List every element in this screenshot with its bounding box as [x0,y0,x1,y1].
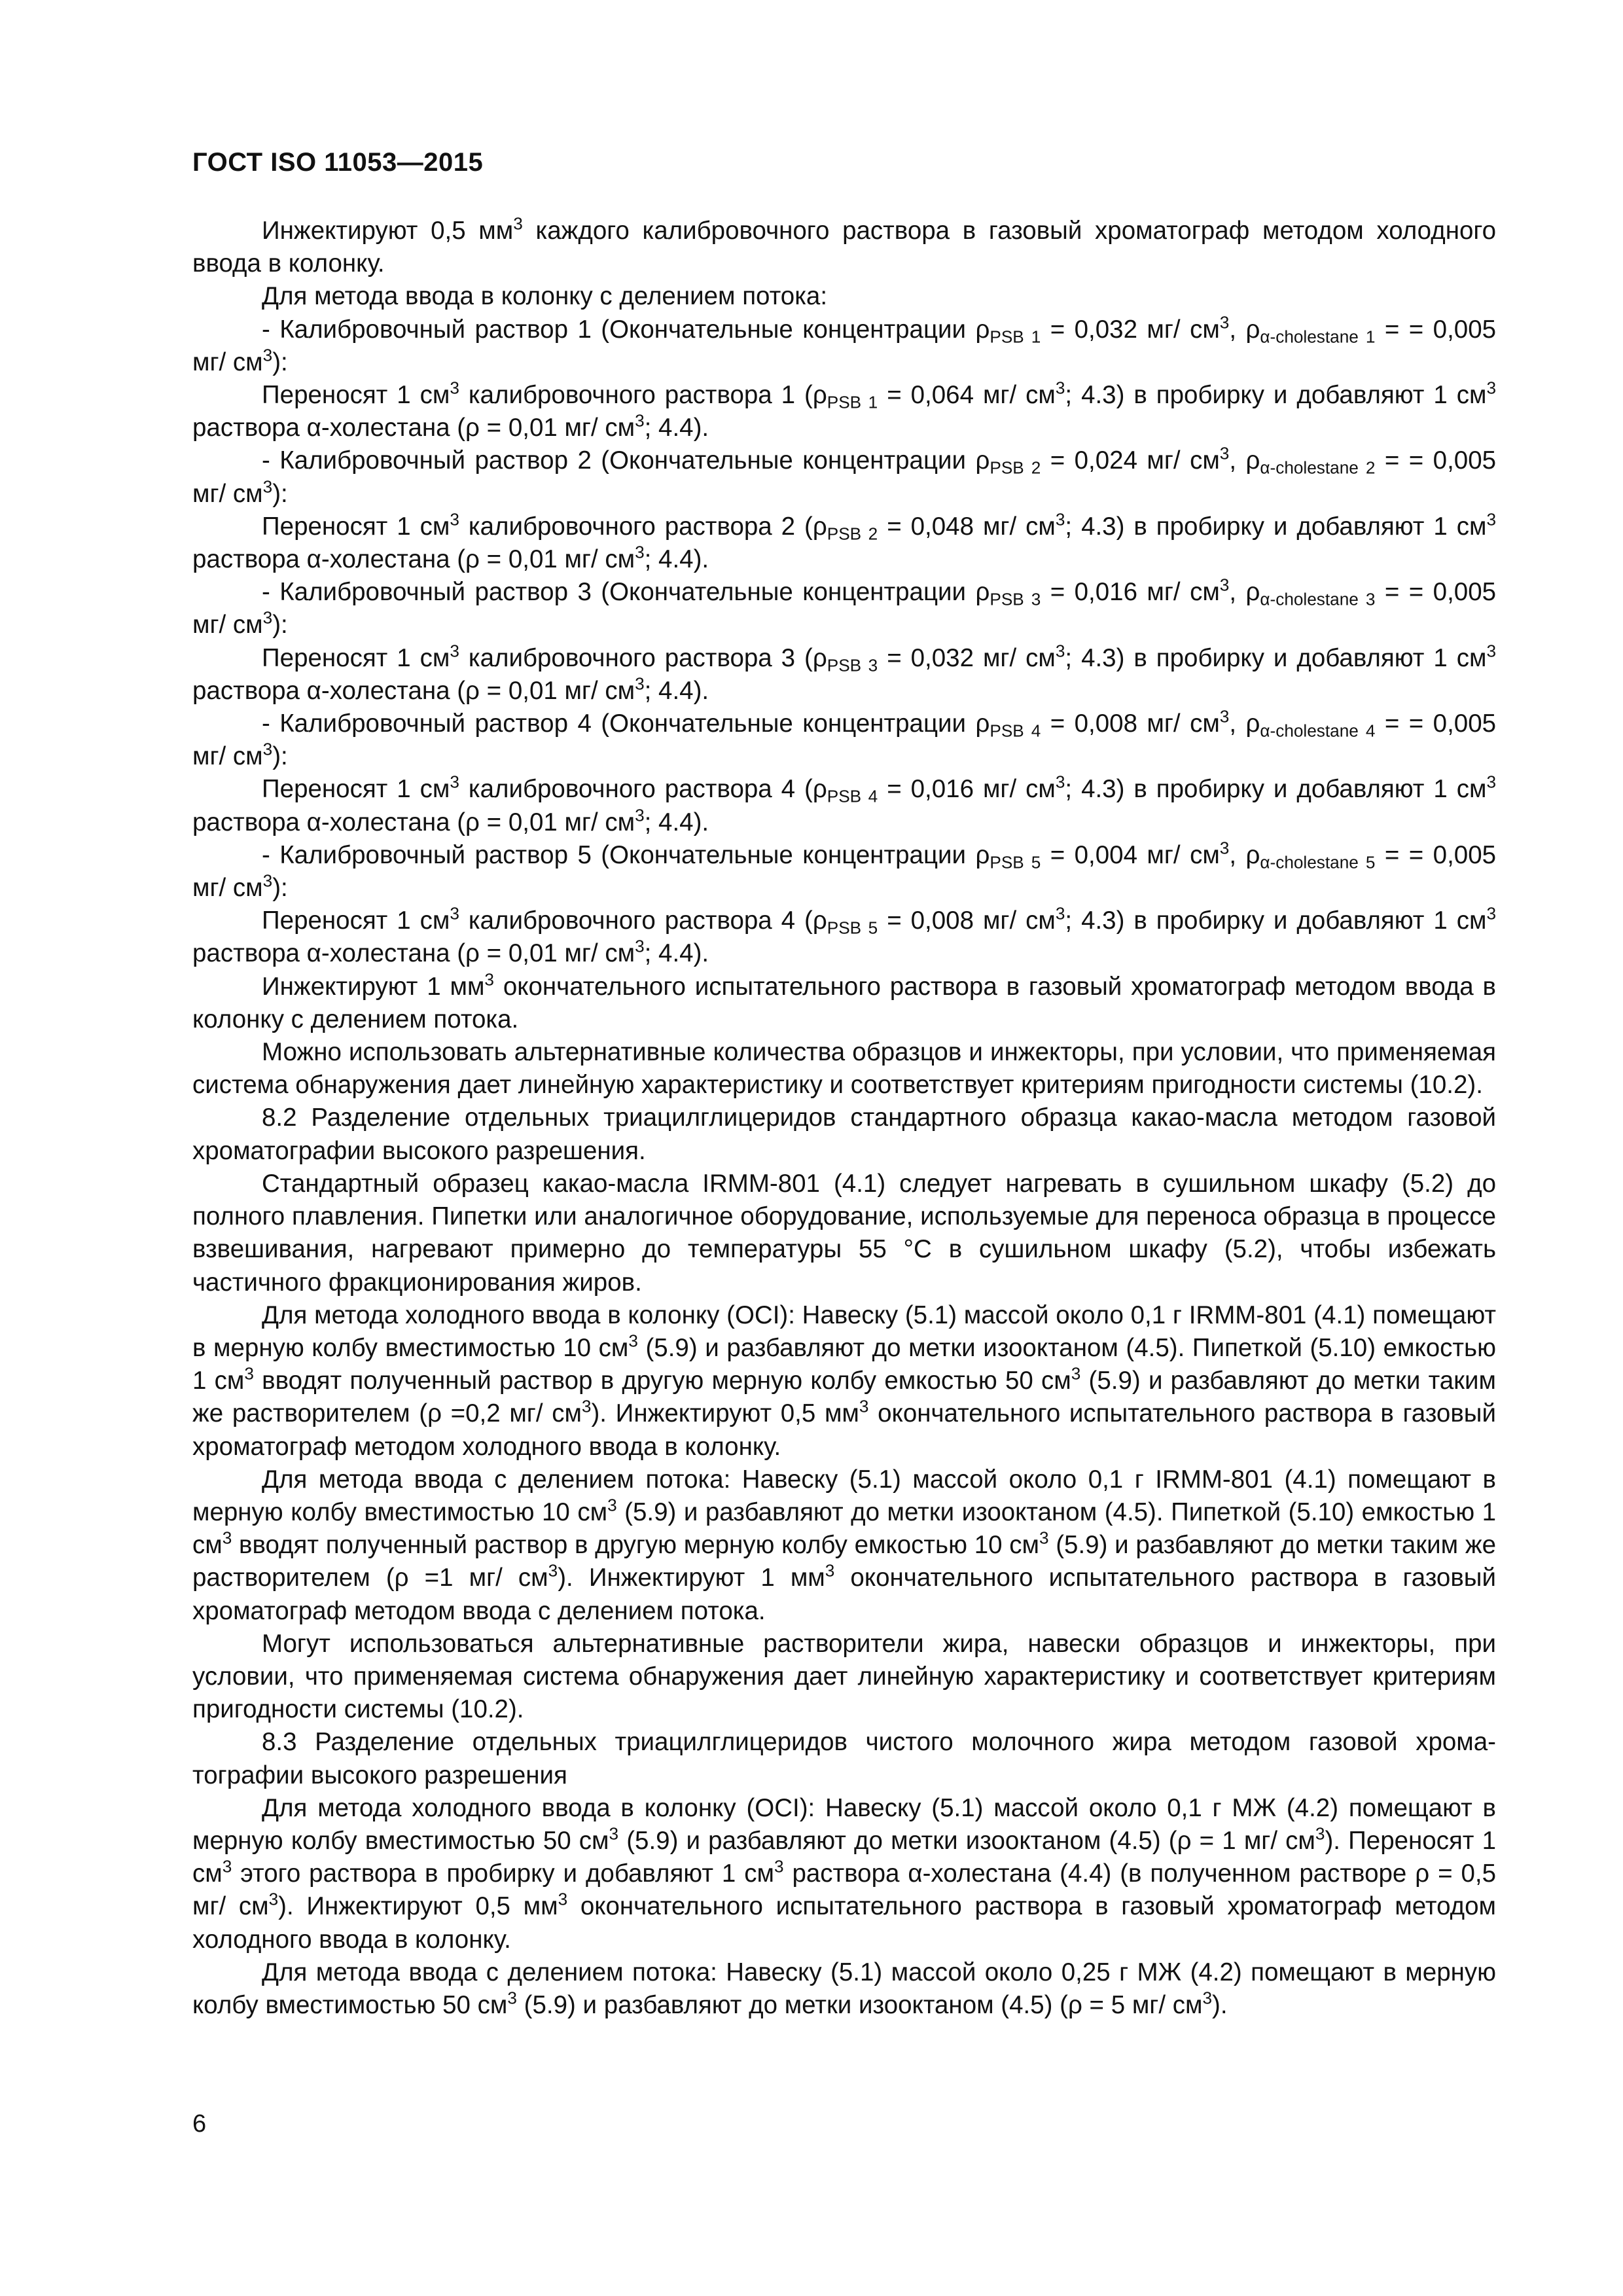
text-run: этого раствора в пробирку и добавляют 1 см [232,1859,774,1888]
superscript: 3 [1219,575,1230,595]
superscript: 3 [1055,641,1065,661]
text-run: раствора α-холестана (ρ = 0,01 мг/ см [192,414,635,442]
text-run: ; 4.3) в пробирку и добавляют 1 см [1065,381,1487,410]
text-run: (5.9) и разбавляют до метки изооктаном (4.5). Пипеткой (5.10) емкостью 1 см [192,1333,1496,1395]
superscript: 3 [1486,903,1496,924]
text-run: Переносят 1 см [262,381,450,410]
superscript: 3 [450,509,459,529]
text-run: (5.9) и разбавляют до метки изооктаном (4.5) (ρ = 5 мг/ см [516,1990,1203,2019]
text-run: ): [272,874,288,903]
superscript: 3 [635,805,645,825]
text-run: Переносят 1 см [262,643,450,672]
text-run: Инжектируют 0,5 мм [262,217,514,245]
text-run: ; 4.4). [644,808,709,836]
text-run: калибровочного раствора 2 (ρ [459,512,827,541]
text-run: раствора α-холестана (4.4) (в полученном растворе ρ = 0,5 мг/ см [192,1859,1497,1921]
text-run: калибровочного раствора 4 (ρ [459,775,827,804]
body-paragraph [192,905,1496,970]
text-run: (5.9) и разбавляют до метки таким же растворителем (ρ =1 мг/ см [192,1531,1496,1592]
superscript: 3 [1055,903,1065,924]
text-run: - Калибровочный раствор 4 (Окончательные концентрации ρ [262,709,990,738]
text-run: Для метода ввода в колонку с делением потока: [262,282,828,311]
text-run: = 0,004 мг/ см [1041,840,1220,869]
subscript: α-cholestane 3 [1260,589,1376,609]
text-run: ; 4.3) в пробирку и добавляют 1 см [1065,512,1487,541]
text-run: = 0,008 мг/ см [878,906,1056,935]
superscript: 3 [635,410,645,431]
subscript: PSB 3 [827,655,878,675]
text-run: ). Инжектируют 1 мм [558,1564,825,1592]
subscript: α-cholestane 5 [1260,852,1376,872]
text-run: Для метода холодного ввода в колонку (OCI): Навеску (5.1) массой около 0,1 г IRMM-801 (4.1) помещают в мерную колбу вместимостью 10 см [192,1300,1496,1362]
subscript: PSB 2 [990,457,1041,478]
superscript: 3 [1055,509,1065,529]
superscript: 3 [1219,838,1230,858]
superscript: 3 [825,1560,835,1581]
superscript: 3 [450,641,459,661]
text-run: = 0,064 мг/ см [878,381,1056,410]
subscript: PSB 3 [990,589,1041,609]
text-run: = 0,032 мг/ см [878,643,1056,672]
text-run: , ρ [1229,315,1260,344]
text-run: - Калибровочный раствор 1 (Окончательные концентрации ρ [262,315,990,344]
text-run: ; 4.4). [644,545,709,574]
body-paragraph [192,1792,1496,1956]
text-run: Могут использоваться альтернативные растворители жира, навески образцов и инжекторы, при условии, что применяемая система обнаружения дает линейную характеристику и соответствует критериям пригодности системы (10.2). [192,1629,1496,1724]
text-run: Для метода холодного ввода в колонку (OCI): Навеску (5.1) массой около 0,1 г МЖ (4.2) помещают в мерную колбу вместимостью 50 см [192,1793,1496,1855]
text-run: раствора α-холестана (ρ = 0,01 мг/ см [192,545,635,574]
text-run: калибровочного раствора 3 (ρ [459,643,827,672]
text-run: Переносят 1 см [262,512,450,541]
superscript: 3 [774,1856,784,1876]
text-run: (5.9) и разбавляют до метки таким же растворителем (ρ =0,2 мг/ см [192,1367,1497,1428]
superscript: 3 [450,378,459,398]
superscript: 3 [1219,706,1230,726]
superscript: 3 [507,1988,517,2008]
text-run: , ρ [1229,446,1260,475]
superscript: 3 [450,772,459,793]
subscript: PSB 2 [827,524,878,544]
superscript: 3 [513,213,523,234]
text-run: = 0,048 мг/ см [878,512,1056,541]
text-run: Для метода ввода с делением потока: Навеску (5.1) массой около 0,1 г IRMM-801 (4.1) помещают в мерную колбу вместимостью 10 см [192,1465,1496,1526]
text-run: = 0,008 мг/ см [1041,709,1220,738]
body-paragraph [192,708,1496,773]
text-run: ; 4.4). [644,414,709,442]
superscript: 3 [1071,1363,1081,1384]
text-run: - Калибровочный раствор 2 (Окончательные концентрации ρ [262,446,990,475]
superscript: 3 [244,1363,254,1384]
body-paragraph [192,576,1496,641]
superscript: 3 [262,345,273,365]
superscript: 3 [484,969,494,990]
superscript: 3 [268,1889,279,1909]
text-run: (5.9) и разбавляют до метки изооктаном (4.5) (ρ = 1 мг/ см [618,1826,1315,1855]
subscript: PSB 4 [827,786,878,806]
text-run: окончательного испытательного раствора в газовый хроматограф методом холодного ввода в колонку. [192,1892,1496,1954]
text-run: вводят полученный раствор в другую мерную колбу емкостью 10 см [232,1531,1039,1560]
text-run: ). Переносят 1 см [192,1826,1496,1888]
text-run: калибровочного раствора 1 (ρ [459,381,827,410]
text-run: ; 4.3) в пробирку и добавляют 1 см [1065,775,1487,804]
superscript: 3 [262,870,273,891]
text-run: = = 0,005 мг/ см [192,315,1497,376]
text-run: Переносят 1 см [262,906,450,935]
superscript: 3 [1039,1528,1049,1548]
text-run: Можно использовать альтернативные количества образцов и инжекторы, при условии, что применяемая система обнаружения дает линейную характеристику и соответствует критериям пригодности системы (10.2). [192,1038,1496,1100]
document-body [192,215,1496,2022]
subscript: α-cholestane 1 [1260,326,1376,346]
superscript: 3 [1486,641,1496,661]
body-paragraph [192,839,1496,905]
body-paragraph [192,280,1496,313]
superscript: 3 [1219,444,1230,464]
body-paragraph [192,1168,1496,1299]
body-paragraph [192,971,1496,1036]
text-run: ). [1212,1990,1228,2019]
text-run: = = 0,005 мг/ см [192,709,1497,771]
superscript: 3 [1055,772,1065,793]
text-run: ): [272,742,288,771]
subscript: PSB 4 [990,721,1041,741]
subscript: PSB 5 [827,918,878,938]
superscript: 3 [1486,509,1496,529]
body-paragraph [192,444,1496,510]
body-paragraph [192,773,1496,838]
superscript: 3 [635,542,645,562]
body-paragraph [192,1956,1496,2022]
superscript: 3 [262,608,273,628]
superscript: 3 [1219,312,1230,332]
body-paragraph [192,1036,1496,1102]
text-run: 8.3 Разделение отдельных триацилглицеридов чистого молочного жира методом газовой хроматографии высокого разрешения [192,1728,1496,1789]
text-run: раствора α-холестана (ρ = 0,01 мг/ см [192,676,635,705]
text-run: - Калибровочный раствор 3 (Окончательные концентрации ρ [262,578,990,607]
text-run: ; 4.4). [644,939,709,968]
superscript: 3 [1202,1988,1213,2008]
text-run: = = 0,005 мг/ см [192,840,1497,903]
text-run: = 0,024 мг/ см [1041,446,1220,475]
superscript: 3 [635,673,645,694]
text-run: = 0,032 мг/ см [1041,315,1220,344]
text-run: Для метода ввода с делением потока: Навеску (5.1) массой около 0,25 г МЖ (4.2) помещают в мерную колбу вместимостью 50 см [192,1958,1496,2019]
superscript: 3 [222,1856,232,1876]
text-run: ). Инжектируют 0,5 мм [591,1399,859,1428]
superscript: 3 [1055,378,1065,398]
subscript: α-cholestane 4 [1260,721,1376,741]
text-run: вводят полученный раствор в другую мерную колбу емкостью 50 см [253,1367,1071,1395]
body-paragraph [192,1102,1496,1167]
superscript: 3 [581,1396,592,1416]
text-run: ): [272,348,288,376]
text-run: 8.2 Разделение отдельных триацилглицеридов стандартного образца какао-масла методом газовой хроматографии высокого разрешения. [192,1103,1496,1165]
body-paragraph [192,642,1496,708]
superscript: 3 [609,1823,619,1844]
text-run: ): [272,611,288,639]
superscript: 3 [262,739,273,759]
text-run: Стандартный образец какао-масла IRMM-801 (4.1) следует нагревать в сушильном шкафу (5.2) до полного плавления. Пипетки или аналогичное оборудование, используемые для переноса образца в процессе взвешивания, нагревают примерно до температуры 55 °С в сушильном шкафу (5.2), чтобы избежать частичного фракционирования жиров. [192,1169,1496,1297]
superscript: 3 [1486,378,1496,398]
superscript: 3 [628,1331,638,1351]
text-run: раствора α-холестана (ρ = 0,01 мг/ см [192,808,635,836]
body-paragraph [192,215,1496,280]
text-run: каждого калибровочного раствора в газовый хроматограф методом холодного ввода в колонку. [192,217,1496,278]
body-paragraph [192,511,1496,576]
superscript: 3 [607,1495,617,1515]
text-run: окончательного испытательного раствора в газовый хроматограф методом ввода в колонку с делением потока. [192,972,1496,1033]
superscript: 3 [1315,1823,1325,1844]
text-run: ; 4.4). [644,676,709,705]
text-run: = 0,016 мг/ см [1041,578,1220,607]
body-paragraph [192,1628,1496,1727]
superscript: 3 [859,1396,869,1416]
superscript: 3 [635,937,645,957]
text-run: , ρ [1229,840,1260,869]
body-paragraph [192,314,1496,379]
subscript: PSB 5 [990,852,1041,872]
superscript: 3 [548,1560,558,1581]
body-paragraph [192,1726,1496,1791]
text-run: Инжектируют 1 мм [262,972,485,1001]
subscript: PSB 1 [827,392,878,412]
superscript: 3 [558,1889,568,1909]
body-paragraph [192,379,1496,444]
text-run: , ρ [1229,578,1260,607]
text-run: калибровочного раствора 4 (ρ [459,906,827,935]
subscript: PSB 1 [990,326,1041,346]
text-run: раствора α-холестана (ρ = 0,01 мг/ см [192,939,635,968]
text-run: окончательного испытательного раствора в газовый хроматограф методом холодного ввода в колонку. [192,1399,1496,1461]
text-run: окончательного испытательного раствора в газовый хроматограф методом ввода с делением потока. [192,1564,1496,1625]
text-run: ; 4.3) в пробирку и добавляют 1 см [1065,906,1487,935]
subscript: α-cholestane 2 [1260,457,1376,478]
text-run: (5.9) и разбавляют до метки изооктаном (4.5). Пипеткой (5.10) емкостью 1 см [192,1498,1496,1560]
text-run: , ρ [1229,709,1260,738]
text-run: = = 0,005 мг/ см [192,578,1497,639]
superscript: 3 [262,476,273,497]
body-paragraph [192,1463,1496,1628]
text-run: ): [272,479,288,508]
text-run: ). Инжектируют 0,5 мм [278,1892,558,1921]
text-run: ; 4.3) в пробирку и добавляют 1 см [1065,643,1487,672]
text-run: = 0,016 мг/ см [878,775,1056,804]
superscript: 3 [450,903,459,924]
superscript: 3 [222,1528,232,1548]
document-header: ГОСТ ISO 11053—2015 [192,148,484,177]
text-run: = = 0,005 мг/ см [192,446,1497,508]
body-paragraph [192,1299,1496,1463]
superscript: 3 [1486,772,1496,793]
text-run: - Калибровочный раствор 5 (Окончательные концентрации ρ [262,840,990,869]
text-run: Переносят 1 см [262,775,450,804]
page-number: 6 [192,2110,207,2138]
